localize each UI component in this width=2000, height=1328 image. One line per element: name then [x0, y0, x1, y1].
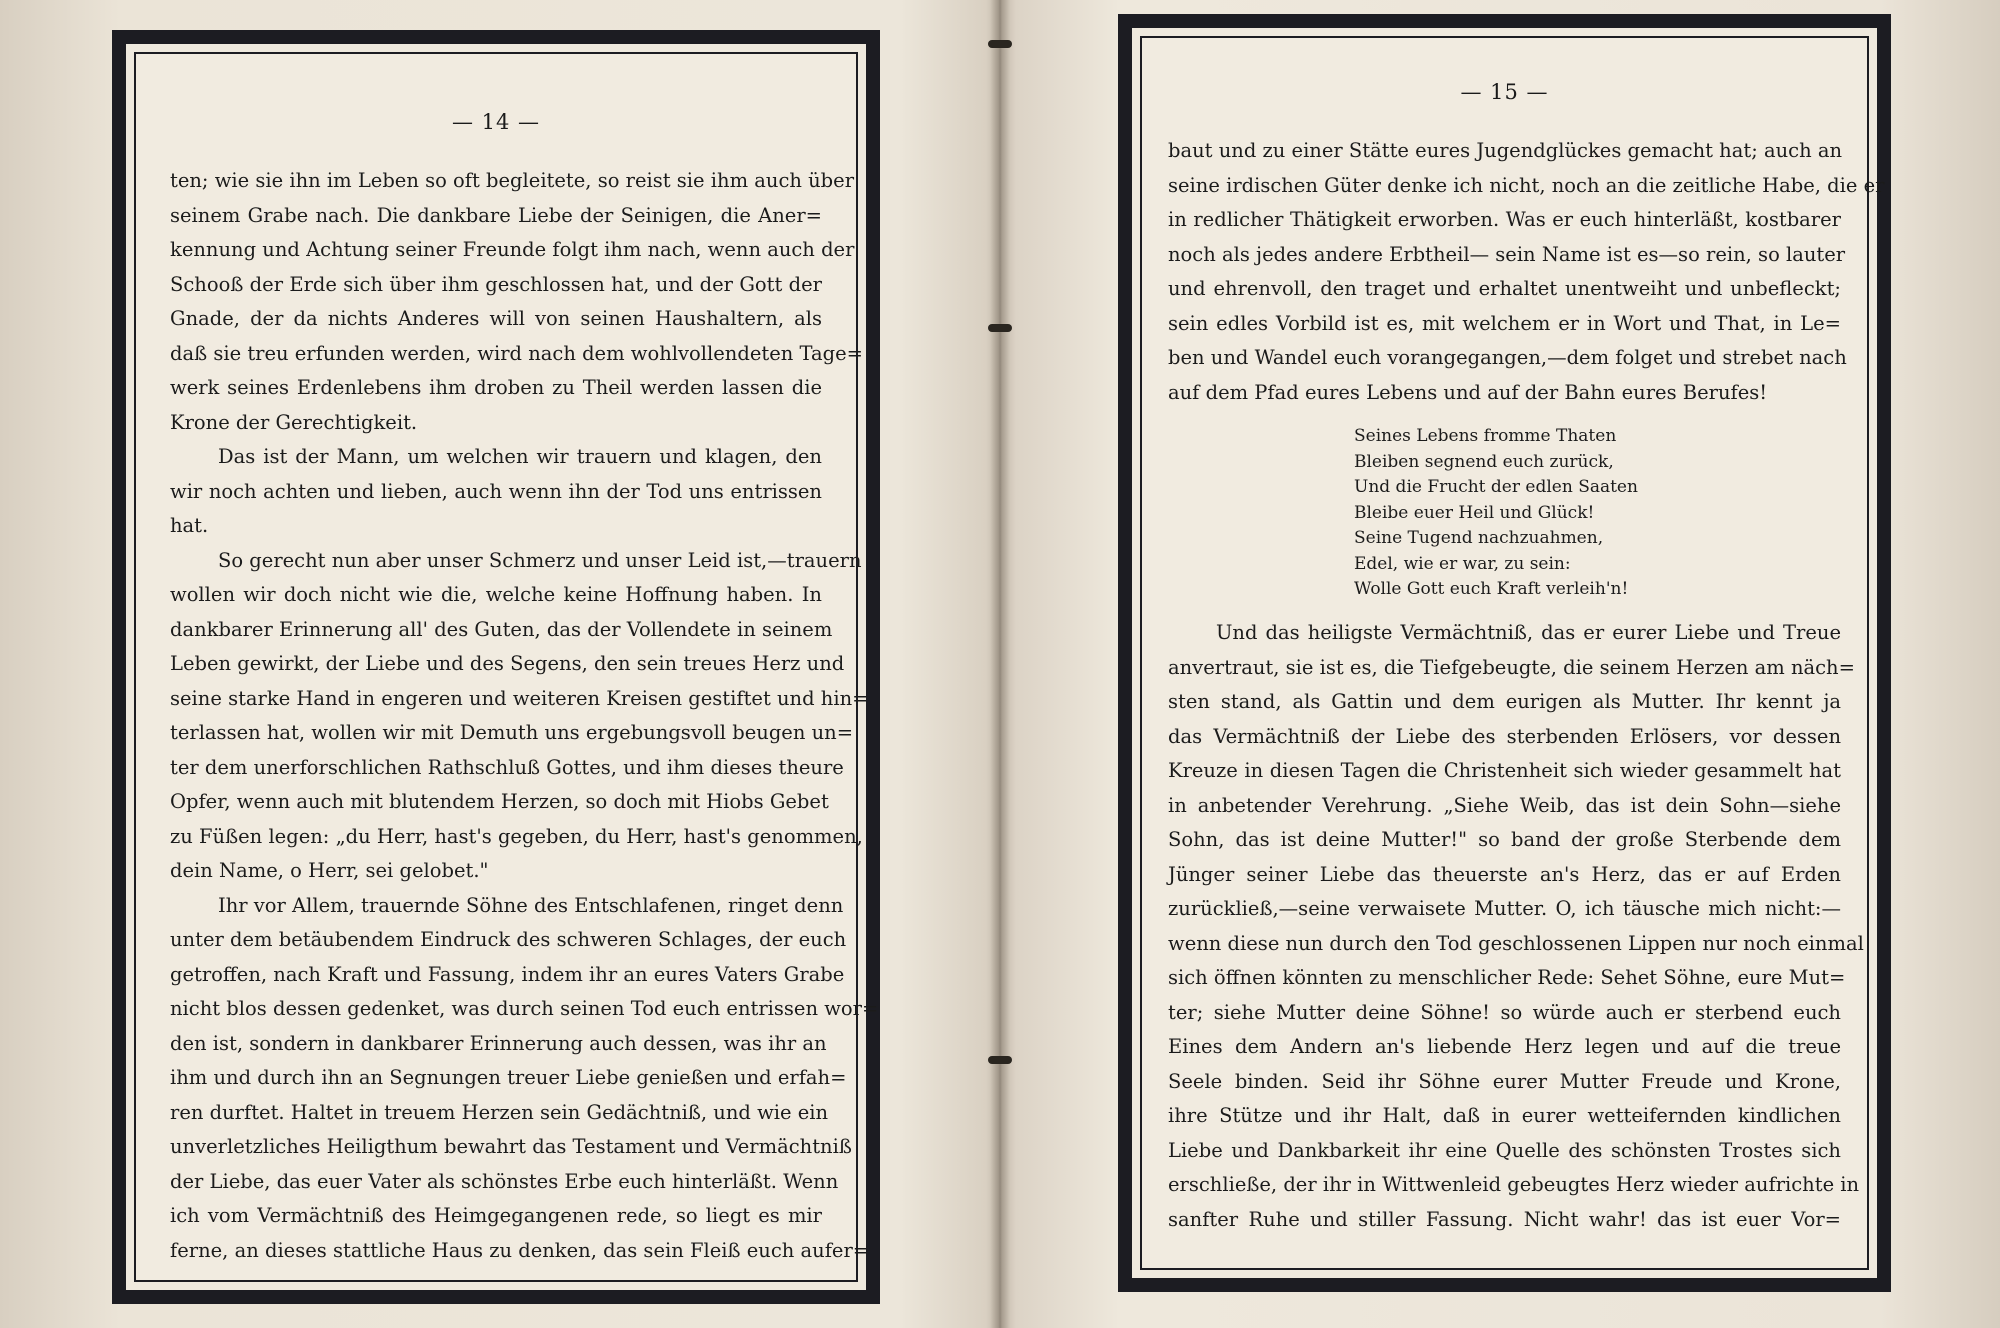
- text-line: unter dem betäubendem Eindruck des schweren Schlages, der euch: [170, 928, 847, 951]
- text-line: seinem Grabe nach. Die dankbare Liebe der Seinigen, die Aner=: [170, 203, 822, 227]
- text-line: zu Füßen legen: „du Herr, hast's gegeben, du Herr, hast's genommen,: [170, 824, 863, 848]
- text-line: anvertraut, sie ist es, die Tiefgebeugte, die seinem Herzen am näch=: [1168, 655, 1855, 679]
- text-line: ben und Wandel euch vorangegangen,—dem folget und strebet nach: [1168, 346, 1847, 369]
- text-line: Kreuze in diesen Tagen die Christenheit sich wieder gesammelt hat: [1168, 759, 1841, 782]
- text-line: Das ist der Mann, um welchen wir trauern und klagen, den: [218, 445, 822, 468]
- text-line: den ist, sondern in dankbarer Erinnerung auch dessen, was ihr an: [170, 1031, 827, 1055]
- right-page-verse: [1354, 424, 1638, 603]
- left-page-paper: [126, 44, 879, 1290]
- text-line: ter dem unerforschlichen Rathschluß Gottes, und ihm dieses theure: [170, 755, 844, 779]
- binding-stitch-bottom: [988, 1056, 1012, 1064]
- text-line: terlassen hat, wollen wir mit Demuth uns ergebungsvoll beugen un=: [170, 721, 854, 744]
- text-line: Sohn, das ist deine Mutter!" so band der große Sterbende dem: [1168, 828, 1841, 851]
- text-line: Liebe und Dankbarkeit ihr eine Quelle des schönsten Trostes sich: [1168, 1138, 1841, 1162]
- left-page-body: [170, 164, 879, 1268]
- right-page-body-bottom: [1168, 616, 1864, 1237]
- text-line: ihm und durch ihn an Segnungen treuer Liebe genießen und erfah=: [170, 1066, 847, 1089]
- verse-line: Seines Lebens fromme Thaten: [1354, 426, 1617, 446]
- right-page-text-area: [1140, 36, 1885, 1270]
- text-line: ihre Stütze und ihr Halt, daß in eurer wetteifernden kindlichen: [1168, 1104, 1841, 1127]
- text-line: sein edles Vorbild ist es, mit welchem er in Wort und That, in Le=: [1168, 311, 1841, 335]
- verse-line: Bleiben segnend euch zurück,: [1354, 451, 1614, 472]
- text-line: Gnade, der da nichts Anderes will von seinen Haushaltern, als: [170, 307, 822, 330]
- text-line: Opfer, wenn auch mit blutendem Herzen, so doch mit Hiobs Gebet: [170, 790, 829, 813]
- verse-line: Bleibe euer Heil und Glück!: [1354, 502, 1595, 523]
- right-page-mourning-border: [1118, 14, 1891, 1292]
- text-line: Jünger seiner Liebe das theuerste an's Herz, das er auf Erden: [1168, 862, 1841, 886]
- text-line: Schooß der Erde sich über ihm geschlossen hat, und der Gott der: [170, 272, 822, 296]
- right-page-number: — 15 —: [1460, 80, 1549, 104]
- text-line: So gerecht nun aber unser Schmerz und unser Leid ist,—trauern: [218, 548, 862, 572]
- text-line: sten stand, als Gattin und dem eurigen als Mutter. Ihr kennt ja: [1168, 690, 1841, 713]
- book-gutter: [990, 0, 1010, 1328]
- left-page-number: — 14 —: [451, 110, 541, 134]
- text-line: Eines dem Andern an's liebende Herz legen und auf die treue: [1168, 1035, 1841, 1058]
- text-line: dankbarer Erinnerung all' des Guten, das der Vollendete in seinem: [170, 617, 833, 641]
- text-line: hat.: [170, 514, 209, 537]
- text-line: Und das heiligste Vermächtniß, das er eurer Liebe und Treue: [1216, 621, 1841, 644]
- text-line: Krone der Gerechtigkeit.: [170, 410, 418, 434]
- text-line: dein Name, o Herr, sei gelobet.": [170, 859, 489, 882]
- text-line: in anbetender Verehrung. „Siehe Weib, das ist dein Sohn—siehe: [1168, 793, 1841, 817]
- right-page-paper: [1132, 28, 1885, 1278]
- verse-line: Edel, wie er war, zu sein:: [1354, 553, 1571, 574]
- text-line: ferne, an dieses stattliche Haus zu denken, das sein Fleiß euch aufer=: [170, 1238, 870, 1262]
- text-line: Ihr vor Allem, trauernde Söhne des Entschlafenen, ringet denn: [218, 893, 844, 917]
- text-line: wenn diese nun durch den Tod geschlossenen Lippen nur noch einmal: [1168, 931, 1864, 955]
- text-line: erschließe, der ihr in Wittwenleid gebeugtes Herz wieder aufrichte in: [1168, 1173, 1860, 1196]
- text-line: nicht blos dessen gedenket, was durch seinen Tod euch entrissen wor=: [170, 997, 879, 1020]
- text-line: kennung und Achtung seiner Freunde folgt ihm nach, wenn auch der: [170, 238, 855, 261]
- text-line: ren durftet. Haltet in treuem Herzen sein Gedächtniß, und wie ein: [170, 1100, 829, 1124]
- text-line: wir noch achten und lieben, auch wenn ihn der Tod uns entrissen: [170, 479, 822, 503]
- text-line: seine starke Hand in engeren und weiteren Kreisen gestiftet und hin=: [170, 686, 869, 710]
- text-line: ter; siehe Mutter deine Söhne! so würde auch er sterbend euch: [1168, 1000, 1841, 1024]
- text-line: wollen wir doch nicht wie die, welche keine Hoffnung haben. In: [170, 583, 822, 606]
- left-page-text-area: [134, 52, 879, 1282]
- text-line: baut und zu einer Stätte eures Jugendglückes gemacht hat; auch an: [1168, 139, 1843, 162]
- text-line: daß sie treu erfunden werden, wird nach dem wohlvollendeten Tage=: [170, 341, 863, 365]
- text-line: auf dem Pfad eures Lebens und auf der Bahn eures Berufes!: [1168, 380, 1768, 404]
- text-line: und ehrenvoll, den traget und erhaltet unentweiht und unbefleckt;: [1168, 277, 1841, 300]
- text-line: ich vom Vermächtniß des Heimgegangenen rede, so liegt es mir: [170, 1204, 822, 1227]
- text-line: unverletzliches Heiligthum bewahrt das Testament und Vermächtniß: [170, 1135, 852, 1158]
- text-line: sich öffnen könnten zu menschlicher Rede: Sehet Söhne, eure Mut=: [1168, 966, 1846, 989]
- binding-stitch-middle: [988, 324, 1012, 332]
- verse-line: Seine Tugend nachzuahmen,: [1354, 528, 1604, 548]
- text-line: getroffen, nach Kraft und Fassung, indem ihr an eures Vaters Grabe: [170, 962, 845, 986]
- verse-line: Wolle Gott euch Kraft verleih'n!: [1354, 579, 1629, 599]
- text-line: seine irdischen Güter denke ich nicht, noch an die zeitliche Habe, die er: [1168, 173, 1885, 197]
- text-line: werk seines Erdenlebens ihm droben zu Theil werden lassen die: [170, 376, 822, 399]
- text-line: noch als jedes andere Erbtheil— sein Name ist es—so rein, so lauter: [1168, 242, 1846, 266]
- right-page-body-top: [1168, 134, 1885, 410]
- left-page-mourning-border: [112, 30, 880, 1304]
- text-line: sanfter Ruhe und stiller Fassung. Nicht wahr! das ist euer Vor=: [1168, 1207, 1841, 1231]
- verse-line: Und die Frucht der edlen Saaten: [1354, 477, 1638, 497]
- text-line: der Liebe, das euer Vater als schönstes Erbe euch hinterläßt. Wenn: [170, 1169, 839, 1193]
- text-line: ten; wie sie ihn im Leben so oft begleitete, so reist sie ihm auch über: [170, 169, 855, 192]
- binding-stitch-top: [988, 40, 1012, 48]
- text-line: zurückließ,—seine verwaisete Mutter. O, ich täusche mich nicht:—: [1168, 897, 1841, 920]
- text-line: Seele binden. Seid ihr Söhne eurer Mutter Freude und Krone,: [1168, 1069, 1841, 1093]
- text-line: das Vermächtniß der Liebe des sterbenden Erlösers, vor dessen: [1168, 724, 1841, 748]
- text-line: in redlicher Thätigkeit erworben. Was er euch hinterläßt, kostbarer: [1168, 208, 1841, 231]
- text-line: Leben gewirkt, der Liebe und des Segens, den sein treues Herz und: [170, 652, 845, 675]
